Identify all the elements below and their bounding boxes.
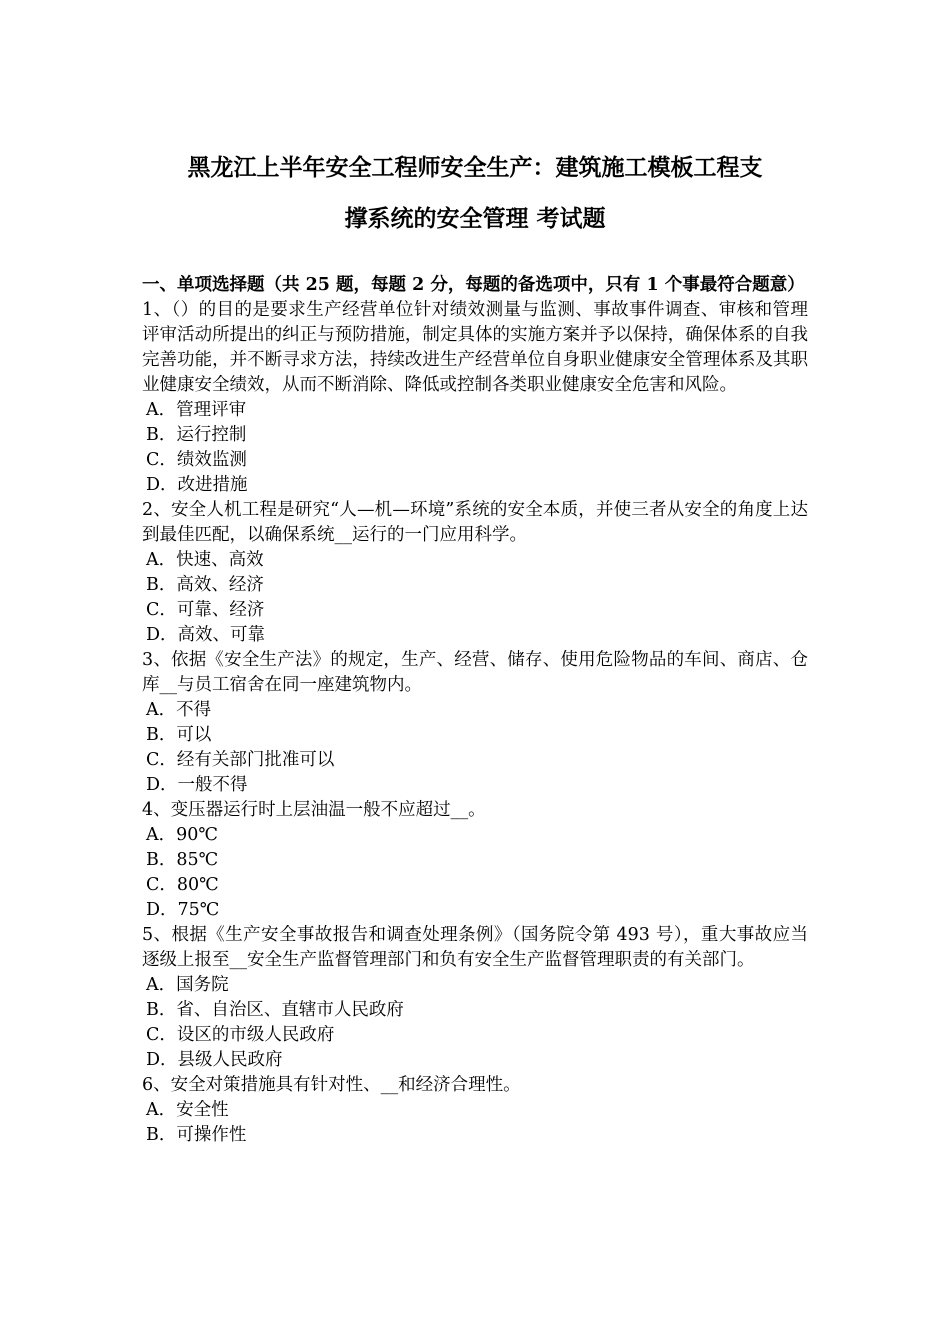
option-d: D．改进措施: [146, 475, 248, 495]
option-c: C．80℃: [146, 875, 219, 895]
option-d: D．75℃: [146, 900, 220, 920]
option-a: A．国务院: [146, 975, 229, 995]
question-block: [142, 923, 808, 1073]
question-text: 1、（）的目的是要求生产经营单位针对绩效测量与监测、事故事件调查、审核和管理评审活动所提出的纠正与预防措施，制定具体的实施方案并予以保持，确保体系的自我完善功能，并不断寻求方法，持续改进生产经营单位自身职业健康安全管理体系及其职业健康安全绩效，从而不断消除、降低或控制各类职业健康安全危害和风险。: [142, 300, 808, 395]
option-a: A．90℃: [146, 825, 218, 845]
question-block: [142, 798, 808, 923]
option-c: C．经有关部门批准可以: [146, 750, 335, 770]
option-b: B．高效、经济: [146, 575, 264, 595]
question-block: [142, 498, 808, 648]
option-d: D．一般不得: [146, 775, 248, 795]
question-text: 3、依据《安全生产法》的规定，生产、经营、储存、使用危险物品的车间、商店、仓库__与员工宿舍在同一座建筑物内。: [142, 650, 808, 695]
option-d: D．高效、可靠: [146, 625, 266, 645]
question-block: [142, 298, 808, 498]
option-b: B．省、自治区、直辖市人民政府: [146, 1000, 404, 1020]
question-text: 5、根据《生产安全事故报告和调查处理条例》（国务院令第 493 号），重大事故应当逐级上报至__安全生产监督管理部门和负有安全生产监督管理职责的有关部门。: [142, 925, 808, 970]
question-block: [142, 648, 808, 798]
question-block: [142, 1073, 808, 1148]
option-b: B．可操作性: [146, 1125, 247, 1145]
question-text: 6、安全对策措施具有针对性、__和经济合理性。: [142, 1075, 521, 1095]
option-a: A．快速、高效: [146, 550, 264, 570]
option-b: B．运行控制: [146, 425, 247, 445]
question-text: 2、安全人机工程是研究“人—机—环境”系统的安全本质，并使三者从安全的角度上达到最佳匹配，以确保系统__运行的一门应用科学。: [142, 500, 808, 545]
document-title-line-1: 黑龙江上半年安全工程师安全生产：建筑施工模板工程支: [187, 154, 763, 181]
section-heading: 一、单项选择题（共 25 题，每题 2 分，每题的备选项中，只有 1 个事最符合题意）: [142, 275, 805, 295]
option-a: A．安全性: [146, 1100, 229, 1120]
option-a: A．不得: [146, 700, 212, 720]
option-c: C．绩效监测: [146, 450, 247, 470]
option-d: D．县级人民政府: [146, 1050, 283, 1070]
document-title-line-2: 撑系统的安全管理 考试题: [344, 205, 606, 232]
option-a: A．管理评审: [146, 400, 247, 420]
question-text: 4、变压器运行时上层油温一般不应超过__。: [142, 800, 486, 820]
option-c: C．可靠、经济: [146, 600, 265, 620]
document-body: [142, 273, 808, 1148]
option-b: B．85℃: [146, 850, 219, 870]
option-c: C．设区的市级人民政府: [146, 1025, 335, 1045]
option-b: B．可以: [146, 725, 212, 745]
